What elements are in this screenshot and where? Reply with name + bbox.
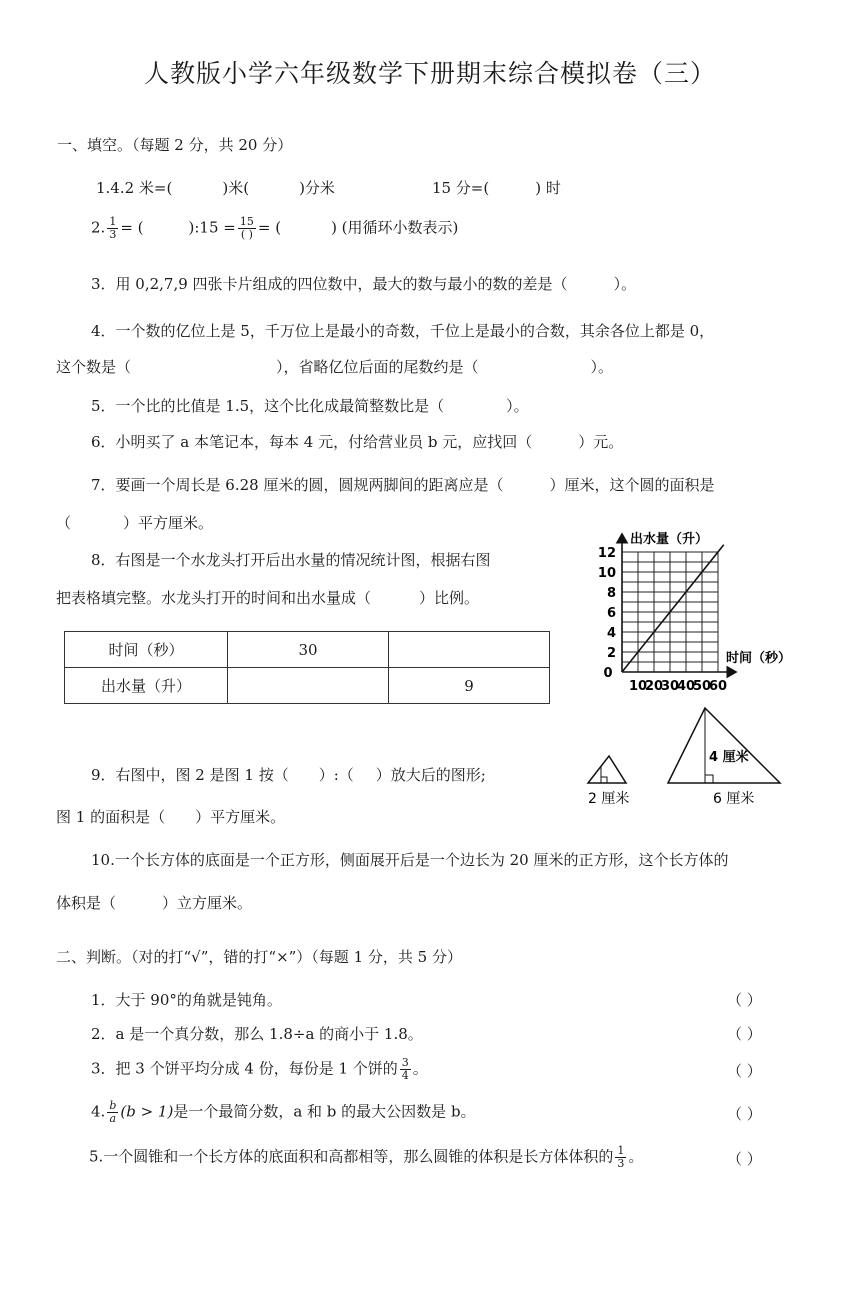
chart-x-tick-label: 50 bbox=[692, 679, 712, 694]
judge-item-2: 2．a 是一个真分数，那么 1.8÷a 的商小于 1.8。 bbox=[91, 1025, 423, 1043]
table-cell: 9 bbox=[389, 668, 550, 704]
judge-item-5-mark: （ ） bbox=[727, 1150, 762, 1168]
table-cell: 时间（秒） bbox=[65, 632, 228, 668]
table-cell: 出水量（升） bbox=[65, 668, 228, 704]
chart-y-tick-label: 6 bbox=[606, 606, 616, 621]
judge-item-2-mark: （ ） bbox=[727, 1025, 762, 1043]
chart-x-tick-label: 30 bbox=[660, 679, 680, 694]
triangle-fig1-label: 2 厘米 bbox=[588, 791, 630, 807]
judge-item-4-mark: （ ） bbox=[727, 1105, 762, 1123]
chart-x-tick-label: 40 bbox=[676, 679, 696, 694]
page-title: 人教版小学六年级数学下册期末综合模拟卷（三） bbox=[143, 59, 716, 88]
question-8-line1: 8．右图是一个水龙头打开后出水量的情况统计图，根据右图 bbox=[91, 551, 491, 569]
judge-item-3: 3．把 3 个饼平均分成 4 份，每份是 1 个饼的 $\frac{3}{4}$ 。 bbox=[91, 1056, 428, 1082]
question-4-line1: 4．一个数的亿位上是 5，千万位上是最小的奇数，千位上是最小的合数，其余各位上都是 0， bbox=[91, 322, 715, 340]
fraction-one-third-b: $\frac{1}{3}$ bbox=[617, 1144, 625, 1170]
question-4-line2: 这个数是（ ），省略亿位后面的尾数约是（ ）。 bbox=[56, 358, 614, 376]
table-row bbox=[65, 632, 550, 668]
question-7-line2: （ ）平方厘米。 bbox=[56, 514, 214, 532]
judge-item-4: 4. $\frac{b}{a}$ (b > 1)是一个最简分数，a 和 b 的最大公因数是 b。 bbox=[91, 1099, 476, 1125]
chart-x-tick-label: 60 bbox=[708, 679, 728, 694]
table-cell: 30 bbox=[228, 632, 389, 668]
chart-x-tick-label: 10 bbox=[628, 679, 648, 694]
chart-x-tick-label: 20 bbox=[644, 679, 664, 694]
table-cell bbox=[228, 668, 389, 704]
section2-header: 二、判断。（对的打“√”，错的打“×”）（每题 1 分，共 5 分） bbox=[56, 948, 462, 966]
chart-series bbox=[622, 545, 724, 672]
question-2: 2. $\frac{1}{3}$ = ( ):15 = $\frac{15}{( )}$ = ( ) (用循环小数表示) bbox=[91, 215, 459, 241]
judge-item-1: 1．大于 90°的角就是钝角。 bbox=[91, 991, 282, 1009]
section1-header: 一、填空。（每题 2 分，共 20 分） bbox=[57, 136, 293, 154]
table-row bbox=[65, 668, 550, 704]
water-flow-chart bbox=[580, 520, 805, 695]
fraction-one-third: $\frac{1}{3}$ bbox=[109, 215, 117, 241]
question-9-line2: 图 1 的面积是（ ）平方厘米。 bbox=[56, 808, 286, 826]
fraction-three-quarters: $\frac{3}{4}$ bbox=[401, 1056, 409, 1082]
question-10-line1: 10.一个长方体的底面是一个正方形，侧面展开后是一个边长为 20 厘米的正方形，这个长方体的 bbox=[91, 851, 729, 869]
chart-y-tick-label: 8 bbox=[606, 586, 616, 601]
chart-y-tick-label: 12 bbox=[597, 546, 616, 561]
question-8-line2: 把表格填完整。水龙头打开的时间和出水量成（ ）比例。 bbox=[56, 589, 480, 607]
triangle-fig2-height-label: 4 厘米 bbox=[709, 750, 749, 765]
chart-title: 出水量（升） bbox=[630, 532, 709, 547]
water-flow-table bbox=[64, 631, 550, 704]
chart-x-tick-label: 0 bbox=[603, 666, 613, 681]
triangles-figure bbox=[580, 700, 805, 815]
chart-y-tick-label: 4 bbox=[606, 626, 616, 641]
triangle-fig2-label: 6 厘米 bbox=[713, 791, 755, 807]
question-9-line1: 9．右图中，图 2 是图 1 按（ ）:（ ）放大后的图形; bbox=[91, 766, 486, 784]
judge-item-1-mark: （ ） bbox=[727, 991, 762, 1009]
fraction-15-over-blank: $\frac{15}{( )}$ bbox=[239, 215, 254, 241]
chart-series-line bbox=[622, 545, 724, 672]
fraction-b-over-a: $\frac{b}{a}$ bbox=[109, 1099, 117, 1125]
chart-y-tick-label: 2 bbox=[606, 646, 616, 661]
triangle-fig2 bbox=[668, 708, 780, 783]
question-1: 1.4.2 米=( )米( )分米 15 分=( ) 时 bbox=[96, 179, 561, 197]
question-10-line2: 体积是（ ）立方厘米。 bbox=[56, 894, 253, 912]
question-6: 6．小明买了 a 本笔记本，每本 4 元，付给营业员 b 元，应找回（ ）元。 bbox=[91, 433, 624, 451]
question-7-line1: 7．要画一个周长是 6.28 厘米的圆，圆规两脚间的距离应是（ ）厘米，这个圆的面积是 bbox=[91, 476, 715, 494]
judge-item-3-mark: （ ） bbox=[727, 1062, 762, 1080]
question-3: 3．用 0,2,7,9 四张卡片组成的四位数中，最大的数与最小的数的差是（ ）。 bbox=[91, 275, 637, 293]
chart-y-tick-label: 10 bbox=[597, 566, 616, 581]
judge-item-5: 5.一个圆锥和一个长方体的底面积和高都相等，那么圆锥的体积是长方体体积的 $\frac{1}{3}$ 。 bbox=[89, 1144, 644, 1170]
table-cell bbox=[389, 632, 550, 668]
chart-xlabel: 时间（秒） bbox=[726, 651, 792, 666]
question-5: 5．一个比的比值是 1.5，这个比化成最简整数比是（ ）。 bbox=[91, 397, 529, 415]
